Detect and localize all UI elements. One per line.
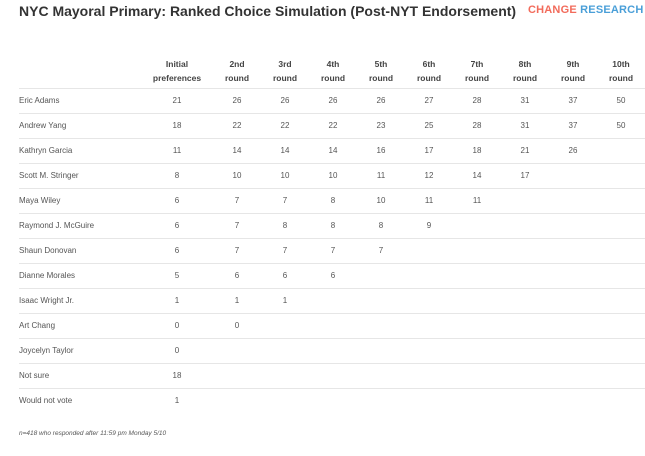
vote-share-cell: 6 (309, 263, 357, 288)
vote-share-cell: 7 (309, 238, 357, 263)
vote-share-cell: 7 (213, 188, 261, 213)
brand-logo-part2: RESEARCH (580, 4, 644, 16)
vote-share-cell (501, 388, 549, 413)
column-header-line1: 7th (470, 59, 484, 69)
vote-share-cell: 17 (501, 163, 549, 188)
vote-share-cell (453, 363, 501, 388)
table-row (19, 113, 645, 138)
candidate-name: Maya Wiley (19, 188, 141, 213)
vote-share-cell (549, 263, 597, 288)
vote-share-cell (549, 288, 597, 313)
candidate-name: Isaac Wright Jr. (19, 288, 141, 313)
column-header (309, 55, 357, 88)
vote-share-cell (501, 313, 549, 338)
table-header-row (19, 55, 645, 88)
vote-share-cell: 6 (141, 188, 213, 213)
vote-share-cell: 11 (453, 188, 501, 213)
vote-share-cell (597, 188, 645, 213)
vote-share-cell (261, 363, 309, 388)
vote-share-cell (357, 363, 405, 388)
chart-title: NYC Mayoral Primary: Ranked Choice Simulation (Post-NYT Endorsement) (19, 3, 517, 19)
vote-share-cell (453, 263, 501, 288)
vote-share-cell: 7 (357, 238, 405, 263)
vote-share-cell (261, 338, 309, 363)
vote-share-cell (549, 238, 597, 263)
column-header-line1: 9th (566, 59, 580, 69)
vote-share-cell: 26 (549, 138, 597, 163)
vote-share-cell: 8 (261, 213, 309, 238)
vote-share-cell (309, 388, 357, 413)
vote-share-cell (357, 313, 405, 338)
results-table (19, 55, 645, 413)
vote-share-cell: 16 (357, 138, 405, 163)
vote-share-cell: 1 (213, 288, 261, 313)
vote-share-cell (453, 288, 501, 313)
header-cell-candidate (19, 55, 141, 88)
vote-share-cell (597, 213, 645, 238)
vote-share-cell (501, 238, 549, 263)
vote-share-cell (405, 238, 453, 263)
candidate-name: Joycelyn Taylor (19, 338, 141, 363)
vote-share-cell: 10 (309, 163, 357, 188)
candidate-name: Andrew Yang (19, 113, 141, 138)
vote-share-cell: 11 (357, 163, 405, 188)
column-header-line2: round (512, 73, 538, 83)
vote-share-cell: 22 (309, 113, 357, 138)
vote-share-cell (597, 388, 645, 413)
vote-share-cell: 21 (141, 88, 213, 113)
vote-share-cell (549, 163, 597, 188)
vote-share-cell (405, 338, 453, 363)
vote-share-cell: 11 (141, 138, 213, 163)
vote-share-cell: 1 (141, 288, 213, 313)
vote-share-cell (501, 188, 549, 213)
vote-share-cell (501, 338, 549, 363)
vote-share-cell: 1 (141, 388, 213, 413)
vote-share-cell (261, 313, 309, 338)
column-header-line2: round (416, 73, 442, 83)
vote-share-cell: 1 (261, 288, 309, 313)
footnote: n=418 who responded after 11:59 pm Monday 5/10 (19, 430, 167, 437)
table-body (19, 88, 645, 413)
vote-share-cell: 0 (141, 338, 213, 363)
vote-share-cell: 8 (309, 213, 357, 238)
vote-share-cell: 14 (453, 163, 501, 188)
vote-share-cell (261, 388, 309, 413)
vote-share-cell: 18 (453, 138, 501, 163)
vote-share-cell (549, 213, 597, 238)
vote-share-cell: 6 (261, 263, 309, 288)
vote-share-cell: 5 (141, 263, 213, 288)
vote-share-cell: 0 (213, 313, 261, 338)
vote-share-cell: 7 (213, 238, 261, 263)
vote-share-cell: 21 (501, 138, 549, 163)
vote-share-cell: 14 (261, 138, 309, 163)
table-row (19, 263, 645, 288)
vote-share-cell (597, 238, 645, 263)
vote-share-cell: 37 (549, 113, 597, 138)
table-row (19, 188, 645, 213)
vote-share-cell (405, 313, 453, 338)
column-header (261, 55, 309, 88)
column-header-line1: 8th (518, 59, 532, 69)
vote-share-cell (501, 363, 549, 388)
vote-share-cell (597, 163, 645, 188)
vote-share-cell (501, 213, 549, 238)
vote-share-cell (213, 388, 261, 413)
vote-share-cell (405, 263, 453, 288)
column-header (597, 55, 645, 88)
vote-share-cell (549, 338, 597, 363)
vote-share-cell: 0 (141, 313, 213, 338)
vote-share-cell: 26 (213, 88, 261, 113)
vote-share-cell: 10 (213, 163, 261, 188)
column-header (405, 55, 453, 88)
vote-share-cell (597, 288, 645, 313)
vote-share-cell: 14 (213, 138, 261, 163)
results-table-container (19, 55, 634, 417)
vote-share-cell: 25 (405, 113, 453, 138)
vote-share-cell (453, 238, 501, 263)
column-header-line1: 5th (374, 59, 388, 69)
column-header (141, 55, 213, 88)
vote-share-cell: 7 (261, 238, 309, 263)
column-header-line2: round (272, 73, 298, 83)
vote-share-cell (549, 363, 597, 388)
vote-share-cell (405, 388, 453, 413)
column-header-line2: preferences (152, 73, 202, 83)
vote-share-cell (453, 338, 501, 363)
table-row (19, 388, 645, 413)
column-header-line1: 6th (422, 59, 436, 69)
vote-share-cell: 26 (261, 88, 309, 113)
vote-share-cell (453, 313, 501, 338)
vote-share-cell: 28 (453, 88, 501, 113)
vote-share-cell: 22 (213, 113, 261, 138)
column-header-line1: Initial (165, 59, 189, 69)
vote-share-cell (501, 263, 549, 288)
candidate-name: Scott M. Stringer (19, 163, 141, 188)
column-header (357, 55, 405, 88)
vote-share-cell (357, 338, 405, 363)
vote-share-cell (357, 388, 405, 413)
vote-share-cell: 18 (141, 113, 213, 138)
column-header-line2: round (560, 73, 586, 83)
vote-share-cell: 31 (501, 113, 549, 138)
vote-share-cell: 8 (141, 163, 213, 188)
vote-share-cell (549, 313, 597, 338)
vote-share-cell: 23 (357, 113, 405, 138)
column-header-line2: round (368, 73, 394, 83)
candidate-name: Would not vote (19, 388, 141, 413)
vote-share-cell (501, 288, 549, 313)
vote-share-cell (597, 363, 645, 388)
vote-share-cell: 6 (141, 238, 213, 263)
vote-share-cell: 37 (549, 88, 597, 113)
vote-share-cell (213, 363, 261, 388)
table-row (19, 313, 645, 338)
column-header-line1: 4th (326, 59, 340, 69)
vote-share-cell: 26 (309, 88, 357, 113)
column-header-line2: round (464, 73, 490, 83)
table-row (19, 138, 645, 163)
candidate-name: Eric Adams (19, 88, 141, 113)
column-header (549, 55, 597, 88)
vote-share-cell: 8 (309, 188, 357, 213)
table-row (19, 213, 645, 238)
vote-share-cell (405, 363, 453, 388)
vote-share-cell: 9 (405, 213, 453, 238)
table-row (19, 238, 645, 263)
vote-share-cell (405, 288, 453, 313)
column-header-line2: round (320, 73, 346, 83)
column-header (501, 55, 549, 88)
vote-share-cell: 22 (261, 113, 309, 138)
brand-logo (528, 4, 643, 16)
column-header-line1: 3rd (278, 59, 292, 69)
candidate-name: Shaun Donovan (19, 238, 141, 263)
vote-share-cell: 10 (357, 188, 405, 213)
vote-share-cell: 12 (405, 163, 453, 188)
vote-share-cell: 14 (309, 138, 357, 163)
vote-share-cell (453, 213, 501, 238)
vote-share-cell: 7 (213, 213, 261, 238)
vote-share-cell: 26 (357, 88, 405, 113)
candidate-name: Not sure (19, 363, 141, 388)
brand-logo-part1: CHANGE (528, 4, 577, 16)
column-header-line1: 2nd (229, 59, 245, 69)
vote-share-cell (453, 388, 501, 413)
vote-share-cell: 11 (405, 188, 453, 213)
vote-share-cell (597, 338, 645, 363)
vote-share-cell: 27 (405, 88, 453, 113)
vote-share-cell (309, 363, 357, 388)
vote-share-cell (597, 263, 645, 288)
vote-share-cell (213, 338, 261, 363)
column-header (453, 55, 501, 88)
vote-share-cell (597, 138, 645, 163)
vote-share-cell (309, 313, 357, 338)
vote-share-cell: 50 (597, 113, 645, 138)
table-row (19, 363, 645, 388)
table-row (19, 163, 645, 188)
candidate-name: Kathryn Garcia (19, 138, 141, 163)
vote-share-cell (309, 288, 357, 313)
vote-share-cell (309, 338, 357, 363)
column-header-line2: round (224, 73, 250, 83)
column-header-line2: round (608, 73, 634, 83)
table-row (19, 88, 645, 113)
table-row (19, 288, 645, 313)
vote-share-cell (549, 388, 597, 413)
candidate-name: Art Chang (19, 313, 141, 338)
vote-share-cell: 6 (213, 263, 261, 288)
vote-share-cell: 28 (453, 113, 501, 138)
vote-share-cell: 10 (261, 163, 309, 188)
column-header-line1: 10th (612, 59, 630, 69)
candidate-name: Dianne Morales (19, 263, 141, 288)
vote-share-cell: 31 (501, 88, 549, 113)
vote-share-cell: 6 (141, 213, 213, 238)
vote-share-cell: 7 (261, 188, 309, 213)
vote-share-cell: 17 (405, 138, 453, 163)
candidate-name: Raymond J. McGuire (19, 213, 141, 238)
vote-share-cell: 8 (357, 213, 405, 238)
vote-share-cell: 18 (141, 363, 213, 388)
vote-share-cell (549, 188, 597, 213)
vote-share-cell: 50 (597, 88, 645, 113)
column-header (213, 55, 261, 88)
vote-share-cell (597, 313, 645, 338)
vote-share-cell (357, 263, 405, 288)
table-row (19, 338, 645, 363)
vote-share-cell (357, 288, 405, 313)
